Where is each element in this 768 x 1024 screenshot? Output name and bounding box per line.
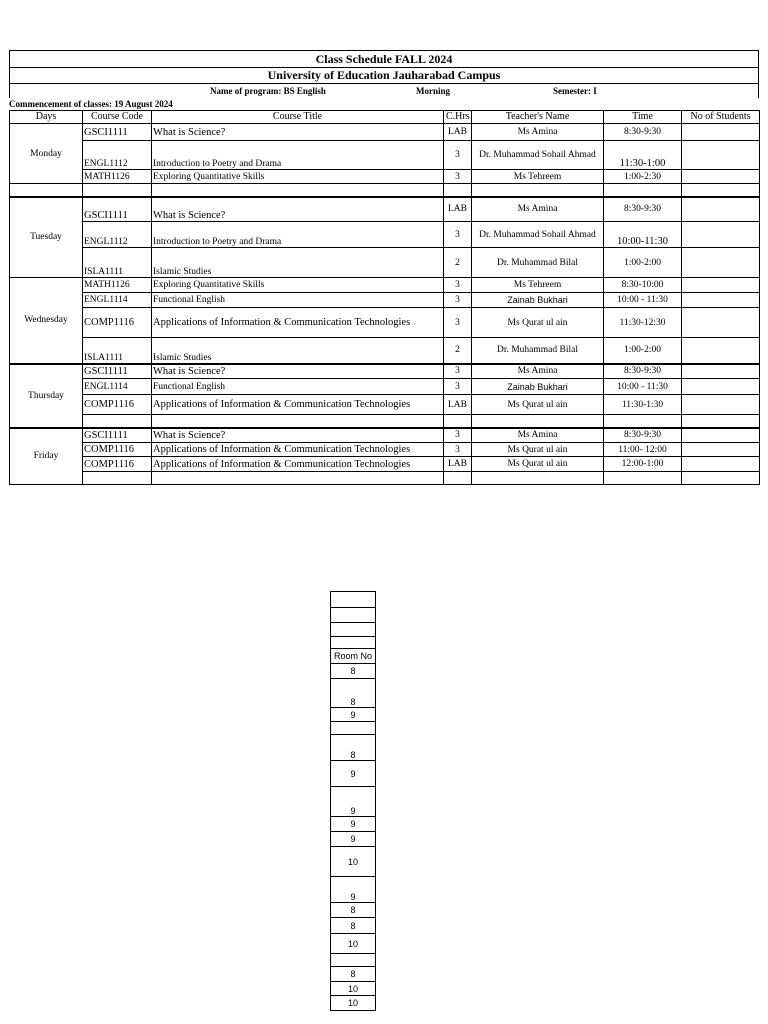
course-code: ENGL1114 — [83, 293, 152, 308]
student-count — [682, 472, 760, 485]
credit-hours: 3 — [444, 443, 472, 457]
student-count — [682, 443, 760, 457]
table-row — [10, 248, 760, 278]
room-number: 8 — [331, 664, 376, 679]
room-blank-row — [331, 592, 376, 608]
teacher-name: Dr. Muhammad Sohail Ahmad — [472, 222, 604, 248]
student-count — [682, 141, 760, 170]
class-time: 11:30-1:30 — [604, 395, 682, 415]
table-row — [10, 308, 760, 338]
class-time — [604, 415, 682, 428]
room-number: 8 — [331, 918, 376, 934]
teacher-name — [472, 184, 604, 197]
schedule-title: Class Schedule FALL 2024 — [9, 50, 759, 67]
credit-hours: LAB — [444, 197, 472, 222]
room-row — [331, 679, 376, 708]
teacher-name: Zainab Bukhari — [472, 293, 604, 308]
course-title — [152, 415, 444, 428]
class-time: 8:30-9:30 — [604, 364, 682, 379]
room-blank-row — [331, 637, 376, 649]
room-number: 8 — [331, 903, 376, 918]
credit-hours: LAB — [444, 395, 472, 415]
course-code: MATH1126 — [83, 170, 152, 184]
table-row — [10, 222, 760, 248]
course-code: COMP1116 — [83, 443, 152, 457]
room-blank-row — [331, 608, 376, 623]
table-row — [10, 124, 760, 141]
credit-hours: 3 — [444, 293, 472, 308]
student-count — [682, 395, 760, 415]
day-tuesday: Tuesday — [10, 197, 83, 278]
teacher-name: Ms Amina — [472, 124, 604, 141]
room-row — [331, 664, 376, 679]
room-number: 9 — [331, 708, 376, 722]
program-name: Name of program: BS English — [210, 86, 326, 96]
course-title — [152, 184, 444, 197]
col-header-students: No of Students — [682, 111, 760, 124]
day-thursday: Thursday — [10, 364, 83, 428]
course-code: ENGL1112 — [83, 222, 152, 248]
teacher-name — [472, 415, 604, 428]
room-number: 9 — [331, 817, 376, 832]
empty-cell — [331, 608, 376, 623]
teacher-name: Dr. Muhammad Bilal — [472, 338, 604, 364]
room-number: 10 — [331, 847, 376, 877]
room-number: 9 — [331, 877, 376, 903]
teacher-name — [472, 472, 604, 485]
course-code: ENGL1112 — [83, 141, 152, 170]
class-time: 8:30-9:30 — [604, 428, 682, 443]
col-header-course-title: Course Title — [152, 111, 444, 124]
credit-hours: 3 — [444, 379, 472, 395]
table-row — [10, 443, 760, 457]
table-row-empty — [10, 415, 760, 428]
class-time: 10:00-11:30 — [604, 222, 682, 248]
empty-cell — [331, 637, 376, 649]
student-count — [682, 124, 760, 141]
course-title: What is Science? — [152, 124, 444, 141]
room-row — [331, 761, 376, 787]
schedule-table — [9, 110, 760, 485]
university-name: University of Education Jauharabad Campus — [9, 67, 759, 83]
col-header-days: Days — [10, 111, 83, 124]
room-row — [331, 934, 376, 954]
class-time: 10:00 - 11:30 — [604, 293, 682, 308]
student-count — [682, 170, 760, 184]
teacher-name: Ms Amina — [472, 428, 604, 443]
credit-hours: 3 — [444, 222, 472, 248]
credit-hours: LAB — [444, 124, 472, 141]
class-time — [604, 472, 682, 485]
empty-cell — [331, 592, 376, 608]
room-blank-row — [331, 623, 376, 637]
credit-hours: 2 — [444, 338, 472, 364]
credit-hours — [444, 415, 472, 428]
class-time — [604, 184, 682, 197]
teacher-name: Dr. Muhammad Sohail Ahmad — [472, 141, 604, 170]
room-row — [331, 877, 376, 903]
room-row — [331, 903, 376, 918]
room-number: 9 — [331, 761, 376, 787]
student-count — [682, 184, 760, 197]
col-header-chrs: C.Hrs — [444, 111, 472, 124]
col-header-teacher: Teacher's Name — [472, 111, 604, 124]
room-row — [331, 817, 376, 832]
student-count — [682, 457, 760, 472]
student-count — [682, 293, 760, 308]
student-count — [682, 278, 760, 293]
room-table — [330, 591, 376, 1011]
student-count — [682, 364, 760, 379]
class-time: 1:00-2:00 — [604, 248, 682, 278]
table-row — [10, 197, 760, 222]
empty-cell — [10, 184, 83, 197]
empty-cell — [331, 623, 376, 637]
teacher-name: Dr. Muhammad Bilal — [472, 248, 604, 278]
room-row — [331, 735, 376, 761]
day-monday: Monday — [10, 124, 83, 184]
room-row — [331, 787, 376, 817]
student-count — [682, 197, 760, 222]
schedule-sheet — [9, 50, 759, 485]
course-title: Applications of Information & Communication Technologies — [152, 395, 444, 415]
room-row — [331, 708, 376, 722]
credit-hours: 3 — [444, 170, 472, 184]
student-count — [682, 338, 760, 364]
room-number: 10 — [331, 982, 376, 996]
table-row — [10, 457, 760, 472]
room-number — [331, 722, 376, 735]
room-row — [331, 832, 376, 847]
credit-hours: 3 — [444, 364, 472, 379]
student-count — [682, 415, 760, 428]
course-code — [83, 184, 152, 197]
course-title: Islamic Studies — [152, 248, 444, 278]
table-row — [10, 428, 760, 443]
credit-hours: 3 — [444, 428, 472, 443]
class-time: 1:00-2:30 — [604, 170, 682, 184]
room-row — [331, 722, 376, 735]
room-row — [331, 996, 376, 1011]
course-code: GSCI1111 — [83, 197, 152, 222]
course-title: Introduction to Poetry and Drama — [152, 141, 444, 170]
student-count — [682, 428, 760, 443]
class-time: 8:30-9:30 — [604, 197, 682, 222]
room-number: 8 — [331, 735, 376, 761]
course-code: GSCI1111 — [83, 428, 152, 443]
course-title: Exploring Quantitative Skills — [152, 170, 444, 184]
credit-hours — [444, 472, 472, 485]
teacher-name: Ms Qurat ul ain — [472, 443, 604, 457]
room-row — [331, 847, 376, 877]
course-code: COMP1116 — [83, 457, 152, 472]
course-code: GSCI1111 — [83, 364, 152, 379]
room-no-header: Room No — [331, 649, 376, 664]
course-title: Applications of Information & Communication Technologies — [152, 457, 444, 472]
credit-hours: LAB — [444, 457, 472, 472]
student-count — [682, 248, 760, 278]
table-row-empty — [10, 184, 760, 197]
course-title: Applications of Information & Communication Technologies — [152, 308, 444, 338]
room-row — [331, 982, 376, 996]
table-row — [10, 379, 760, 395]
program-info-row — [9, 83, 759, 98]
course-title: Introduction to Poetry and Drama — [152, 222, 444, 248]
teacher-name: Ms Tehreem — [472, 170, 604, 184]
table-row — [10, 364, 760, 379]
credit-hours: 2 — [444, 248, 472, 278]
course-code: ISLA1111 — [83, 338, 152, 364]
commencement-date: Commencement of classes: 19 August 2024 — [9, 99, 173, 109]
course-code: ISLA1111 — [83, 248, 152, 278]
teacher-name: Ms Amina — [472, 197, 604, 222]
room-number: 8 — [331, 967, 376, 982]
credit-hours: 3 — [444, 278, 472, 293]
course-code — [83, 472, 152, 485]
course-title — [152, 472, 444, 485]
table-row — [10, 278, 760, 293]
day-wednesday: Wednesday — [10, 278, 83, 364]
room-number: 9 — [331, 832, 376, 847]
room-row — [331, 954, 376, 967]
course-title: What is Science? — [152, 428, 444, 443]
class-time: 8:30-9:30 — [604, 124, 682, 141]
course-title: Applications of Information & Communication Technologies — [152, 443, 444, 457]
table-row — [10, 170, 760, 184]
course-code: GSCI1111 — [83, 124, 152, 141]
col-header-course-code: Course Code — [83, 111, 152, 124]
room-row — [331, 967, 376, 982]
course-title: What is Science? — [152, 197, 444, 222]
class-time: 11:30-12:30 — [604, 308, 682, 338]
shift-label: Morning — [416, 86, 451, 96]
class-time: 11:30-1:00 — [604, 141, 682, 170]
room-number: 8 — [331, 679, 376, 708]
credit-hours: 3 — [444, 308, 472, 338]
course-code: ENGL1114 — [83, 379, 152, 395]
course-title: What is Science? — [152, 364, 444, 379]
course-title: Islamic Studies — [152, 338, 444, 364]
course-title: Functional English — [152, 293, 444, 308]
class-time: 12:00-1:00 — [604, 457, 682, 472]
course-code: COMP1116 — [83, 308, 152, 338]
semester-label: Semester: I — [553, 86, 597, 96]
table-row — [10, 293, 760, 308]
table-header-row — [10, 111, 760, 124]
table-row-empty — [10, 472, 760, 485]
room-row — [331, 918, 376, 934]
course-title: Exploring Quantitative Skills — [152, 278, 444, 293]
course-code: MATH1126 — [83, 278, 152, 293]
room-number: 9 — [331, 787, 376, 817]
room-number: 10 — [331, 934, 376, 954]
teacher-name: Ms Qurat ul ain — [472, 395, 604, 415]
credit-hours: 3 — [444, 141, 472, 170]
teacher-name: Ms Amina — [472, 364, 604, 379]
room-number — [331, 954, 376, 967]
student-count — [682, 222, 760, 248]
col-header-time: Time — [604, 111, 682, 124]
class-time: 10:00 - 11:30 — [604, 379, 682, 395]
day-friday: Friday — [10, 428, 83, 485]
room-header-row — [331, 649, 376, 664]
teacher-name: Ms Tehreem — [472, 278, 604, 293]
teacher-name: Ms Qurat ul ain — [472, 308, 604, 338]
student-count — [682, 379, 760, 395]
student-count — [682, 308, 760, 338]
table-row — [10, 395, 760, 415]
course-code — [83, 415, 152, 428]
room-number: 10 — [331, 996, 376, 1011]
class-time: 8:30-10:00 — [604, 278, 682, 293]
table-row — [10, 141, 760, 170]
class-time: 11:00- 12:00 — [604, 443, 682, 457]
course-code: COMP1116 — [83, 395, 152, 415]
table-row — [10, 338, 760, 364]
teacher-name: Ms Qurat ul ain — [472, 457, 604, 472]
course-title: Functional English — [152, 379, 444, 395]
teacher-name: Zainab Bukhari — [472, 379, 604, 395]
class-time: 1:00-2:00 — [604, 338, 682, 364]
credit-hours — [444, 184, 472, 197]
room-number-column — [330, 591, 376, 1011]
